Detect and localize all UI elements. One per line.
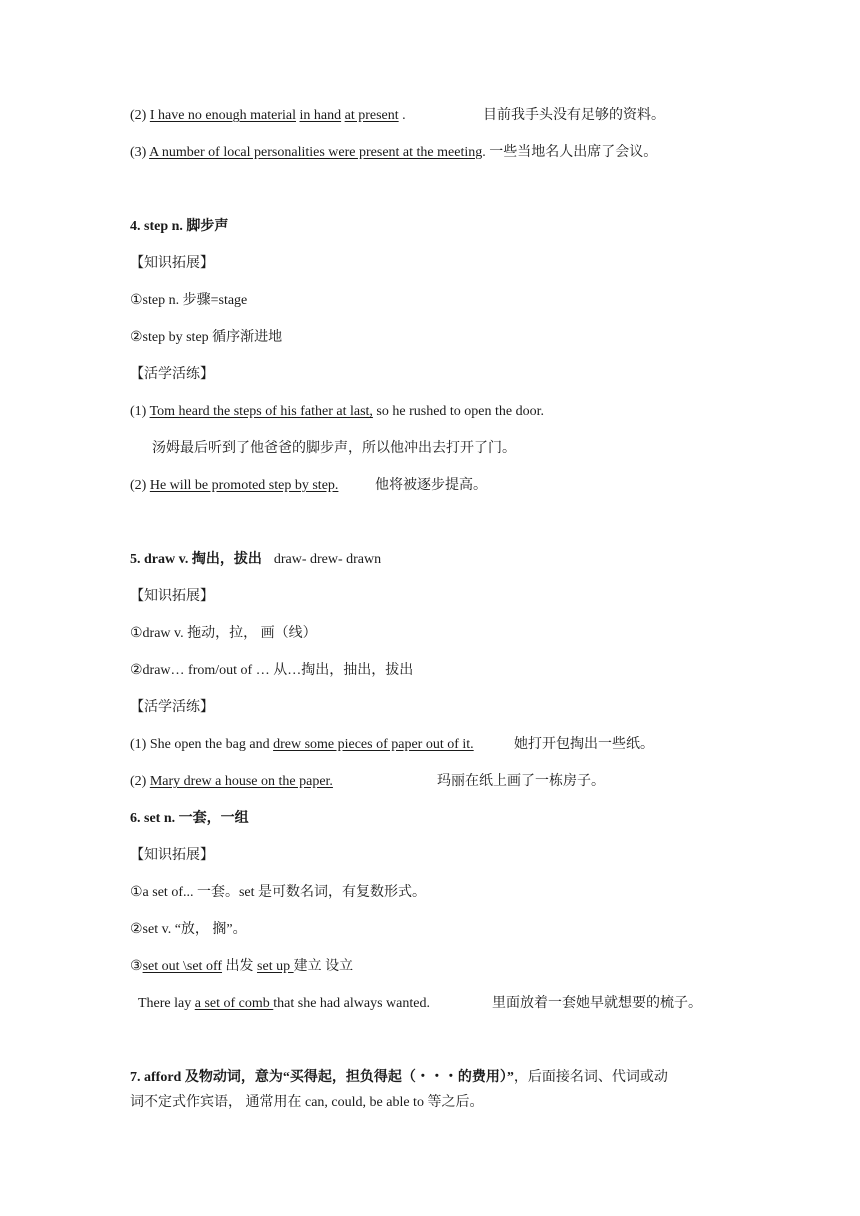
s5-example-1: (1) She open the bag and drew some pieces of paper out of it.	[130, 737, 474, 752]
underlined-phrase: drew some pieces of paper out of it.	[273, 737, 474, 752]
underlined-phrase: in hand	[299, 108, 342, 123]
s4-ext-1: ①step n. 步骤=stage	[130, 293, 248, 308]
underlined-phrase: set up	[257, 959, 294, 974]
s5-heading: 5. draw v. 掏出，拔出 draw- drew- drawn	[130, 552, 382, 567]
s7-line-1: 7. afford 及物动词，意为“买得起，担负得起（・・・的费用）”，后面接名词、代词或动	[130, 1070, 668, 1085]
underlined-phrase: He will be promoted step by step.	[149, 478, 339, 493]
s4-example-2-translation: 他将被逐步提高。	[375, 478, 487, 493]
s4-example-1: (1) Tom heard the steps of his father at last, so he rushed to open the door.	[130, 404, 545, 419]
underlined-phrase: at present	[344, 108, 399, 123]
s5-example-2-translation: 玛丽在纸上画了一栋房子。	[437, 774, 605, 789]
underlined-phrase: I have no enough material	[149, 108, 296, 123]
underlined-phrase: Mary drew a house on the paper.	[149, 774, 333, 789]
s6-heading: 6. set n. 一套，一组	[130, 811, 249, 826]
s3-example-3-translation: 一些当地名人出席了会议。	[489, 145, 658, 160]
s6-example: There lay a set of comb that she had always wanted.	[138, 996, 430, 1011]
underlined-phrase: A number of local personalities were present at the meeting	[149, 145, 483, 160]
underlined-phrase: set out \set off	[142, 959, 223, 974]
s5-ext-2: ②draw… from/out of … 从…掏出，抽出，拔出	[130, 663, 414, 678]
s6-example-translation: 里面放着一套她早就想要的梳子。	[492, 996, 702, 1011]
s3-example-2-translation: 目前我手头没有足够的资料。	[483, 108, 665, 123]
s5-practice-label: 【活学活练】	[130, 700, 214, 715]
s7-line-2: 词不定式作宾语， 通常用在 can, could, be able to 等之后。	[130, 1095, 484, 1110]
s5-example-1-translation: 她打开包掏出一些纸。	[514, 737, 654, 752]
underlined-phrase: a set of comb	[194, 996, 274, 1011]
s4-example-2: (2) He will be promoted step by step.	[130, 478, 339, 493]
underlined-phrase: Tom heard the steps of his father at last,	[149, 404, 373, 419]
s5-ext-1: ①draw v. 拖动，拉， 画（线）	[130, 626, 317, 641]
s4-heading: 4. step n. 脚步声	[130, 219, 229, 234]
s6-ext-2: ②set v. “放， 搁”。	[130, 922, 247, 937]
s4-example-1-translation: 汤姆最后听到了他爸爸的脚步声，所以他冲出去打开了门。	[152, 441, 516, 456]
s5-ext-label: 【知识拓展】	[130, 589, 214, 604]
s3-example-3: (3) A number of local personalities were present at the meeting. 一些当地名人出席了会议。	[130, 145, 658, 160]
s4-ext-label: 【知识拓展】	[130, 256, 214, 271]
s6-ext-1: ①a set of... 一套。set 是可数名词，有复数形式。	[130, 885, 427, 900]
s3-example-2: (2) I have no enough material in hand at present .	[130, 108, 406, 123]
s6-ext-3: ③set out \set off 出发 set up 建立 设立	[130, 959, 354, 974]
s5-example-2: (2) Mary drew a house on the paper.	[130, 774, 333, 789]
s6-ext-label: 【知识拓展】	[130, 848, 214, 863]
s4-ext-2: ②step by step 循序渐进地	[130, 330, 283, 345]
s4-practice-label: 【活学活练】	[130, 367, 214, 382]
